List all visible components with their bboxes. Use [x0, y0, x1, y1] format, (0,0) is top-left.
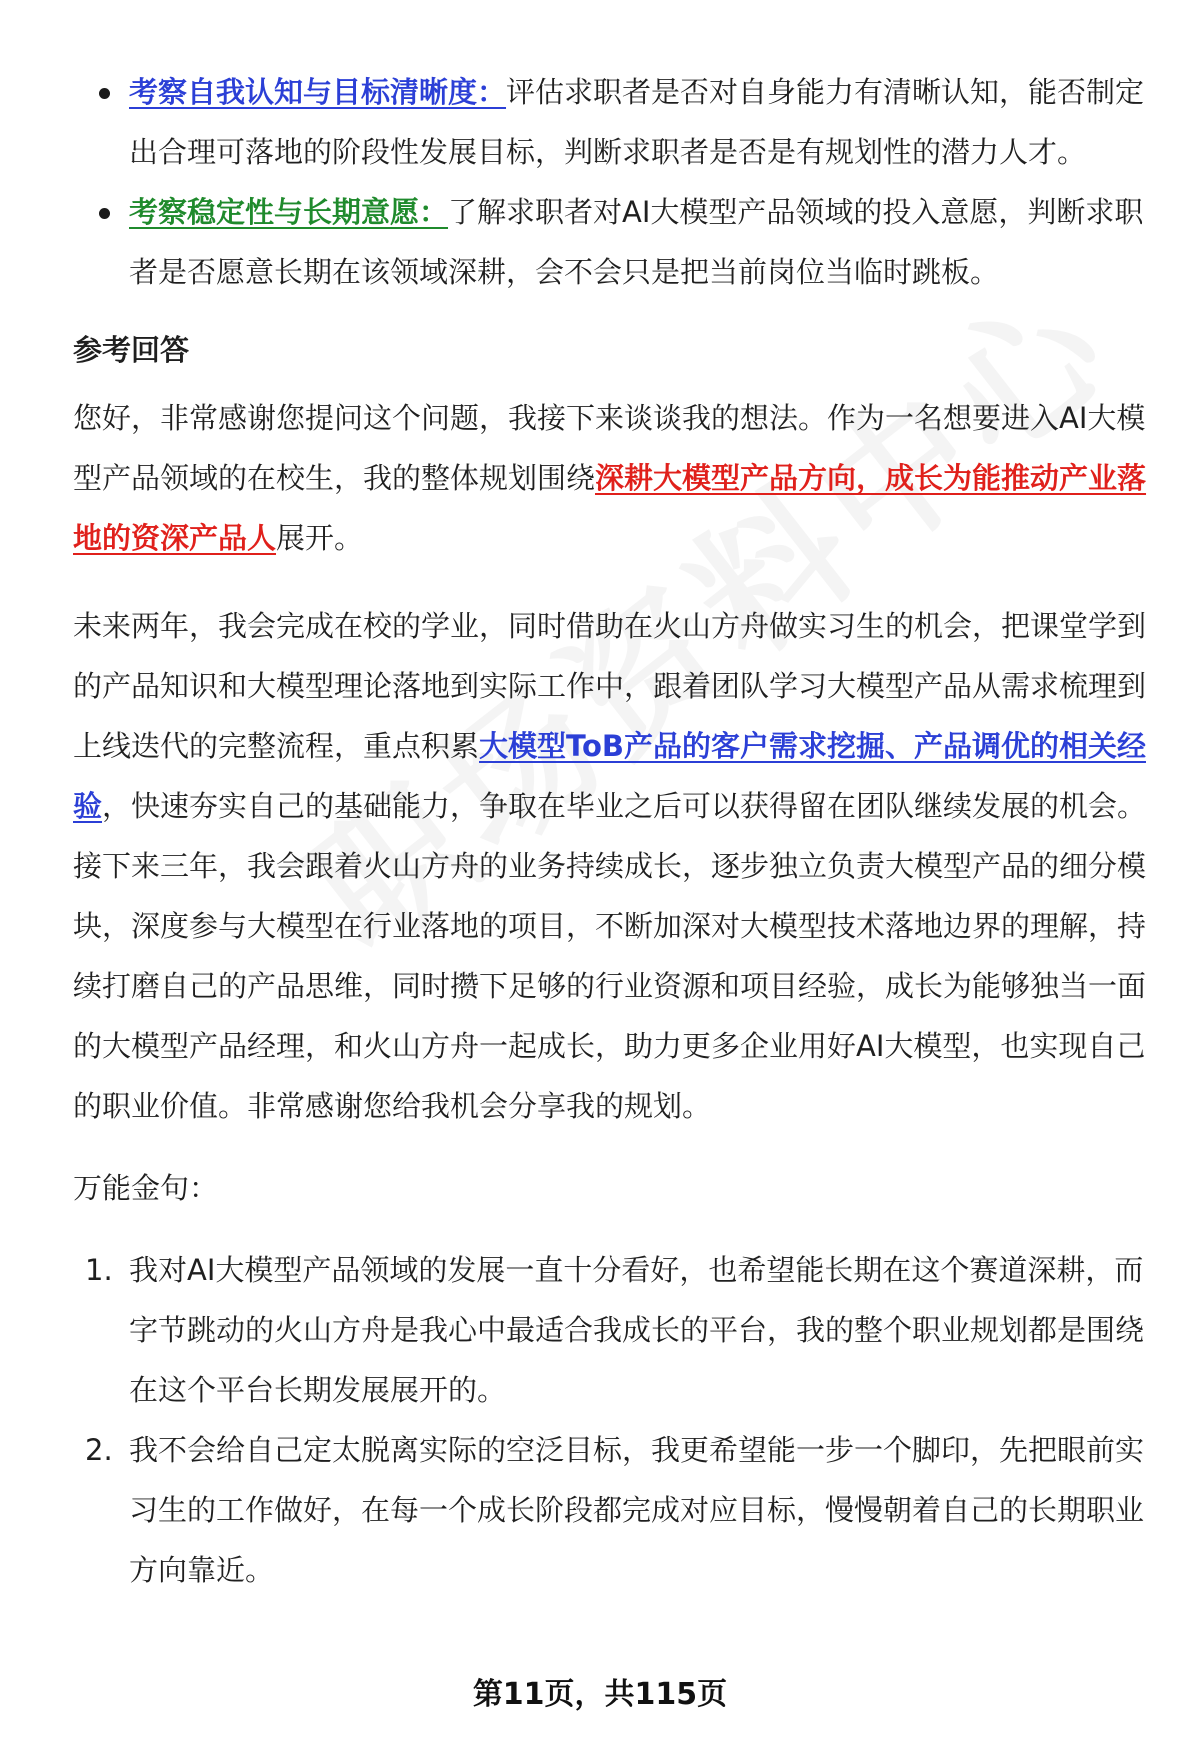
golden-sentence-text: 我不会给自己定太脱离实际的空泛目标，我更希望能一步一个脚印，先把眼前实习生的工作做好，在每一个成长阶段都完成对应目标，慢慢朝着自己的长期职业方向靠近。: [129, 1433, 1145, 1587]
bullet-label: 考察稳定性与长期意愿：: [129, 195, 449, 229]
list-number: 1.: [85, 1253, 113, 1287]
bullet-item-stability: [73, 182, 1150, 302]
golden-sentences-list: [73, 1240, 1150, 1600]
highlight-text: 深耕大模型产品方向，成长为能推动产业落地的资深产品人: [73, 461, 1147, 555]
golden-sentence-item: [73, 1420, 1150, 1600]
answer-paragraph-two-years: [73, 596, 1150, 836]
document-page: [73, 62, 1150, 1600]
paragraph-text: 未来两年，我会完成在校的学业，同时借助在火山方舟做实习生的机会，把课堂学到的产品知识和大模型理论落地到实际工作中，跟着团队学习大模型产品从需求梳理到上线迭代的完整流程，重点积累: [73, 609, 1147, 763]
reference-answer-heading: 参考回答: [73, 333, 190, 367]
golden-sentences-heading: 万能金句：: [73, 1171, 219, 1205]
answer-paragraph-intro: [73, 388, 1150, 568]
bullet-dot-icon: [99, 88, 110, 99]
bullet-label: 考察自我认知与目标清晰度：: [129, 75, 507, 109]
bullet-item-self-awareness: [73, 62, 1150, 182]
golden-sentence-text: 我对AI大模型产品领域的发展一直十分看好，也希望能长期在这个赛道深耕，而字节跳动的火山方舟是我心中最适合我成长的平台，我的整个职业规划都是围绕在这个平台长期发展展开的。: [129, 1253, 1145, 1407]
bullet-text: 评估求职者是否对自身能力有清晰认知，能否制定出合理可落地的阶段性发展目标，判断求职者是否是有规划性的潜力人才。: [129, 75, 1145, 169]
paragraph-text: 展开。: [276, 521, 364, 555]
highlight-text: 大模型ToB产品的客户需求挖掘、产品调优的相关经验: [73, 729, 1146, 823]
bullet-text: 了解求职者对AI大模型产品领域的投入意愿，判断求职者是否愿意长期在该领域深耕，会不会只是把当前岗位当临时跳板。: [129, 195, 1144, 289]
answer-paragraph-three-years: 接下来三年，我会跟着火山方舟的业务持续成长，逐步独立负责大模型产品的细分模块，深度参与大模型在行业落地的项目，不断加深对大模型技术落地边界的理解，持续打磨自己的产品思维，同时攒下足够的行业资源和项目经验，成长为能够独当一面的大模型产品经理，和火山方舟一起成长，助力更多企业用好AI大模型，也实现自己的职业价值。非常感谢您给我机会分享我的规划。: [73, 849, 1147, 1123]
page-number-footer: 第11页，共115页: [472, 1677, 728, 1712]
bullet-dot-icon: [99, 208, 110, 219]
paragraph-text: ，快速夯实自己的基础能力，争取在毕业之后可以获得留在团队继续发展的机会。: [102, 789, 1147, 823]
evaluation-points-list: [73, 62, 1150, 302]
golden-sentence-item: [73, 1240, 1150, 1420]
list-number: 2.: [85, 1433, 113, 1467]
paragraph-text: 您好，非常感谢您提问这个问题，我接下来谈谈我的想法。作为一名想要进入AI大模型产品领域的在校生，我的整体规划围绕: [73, 401, 1146, 495]
